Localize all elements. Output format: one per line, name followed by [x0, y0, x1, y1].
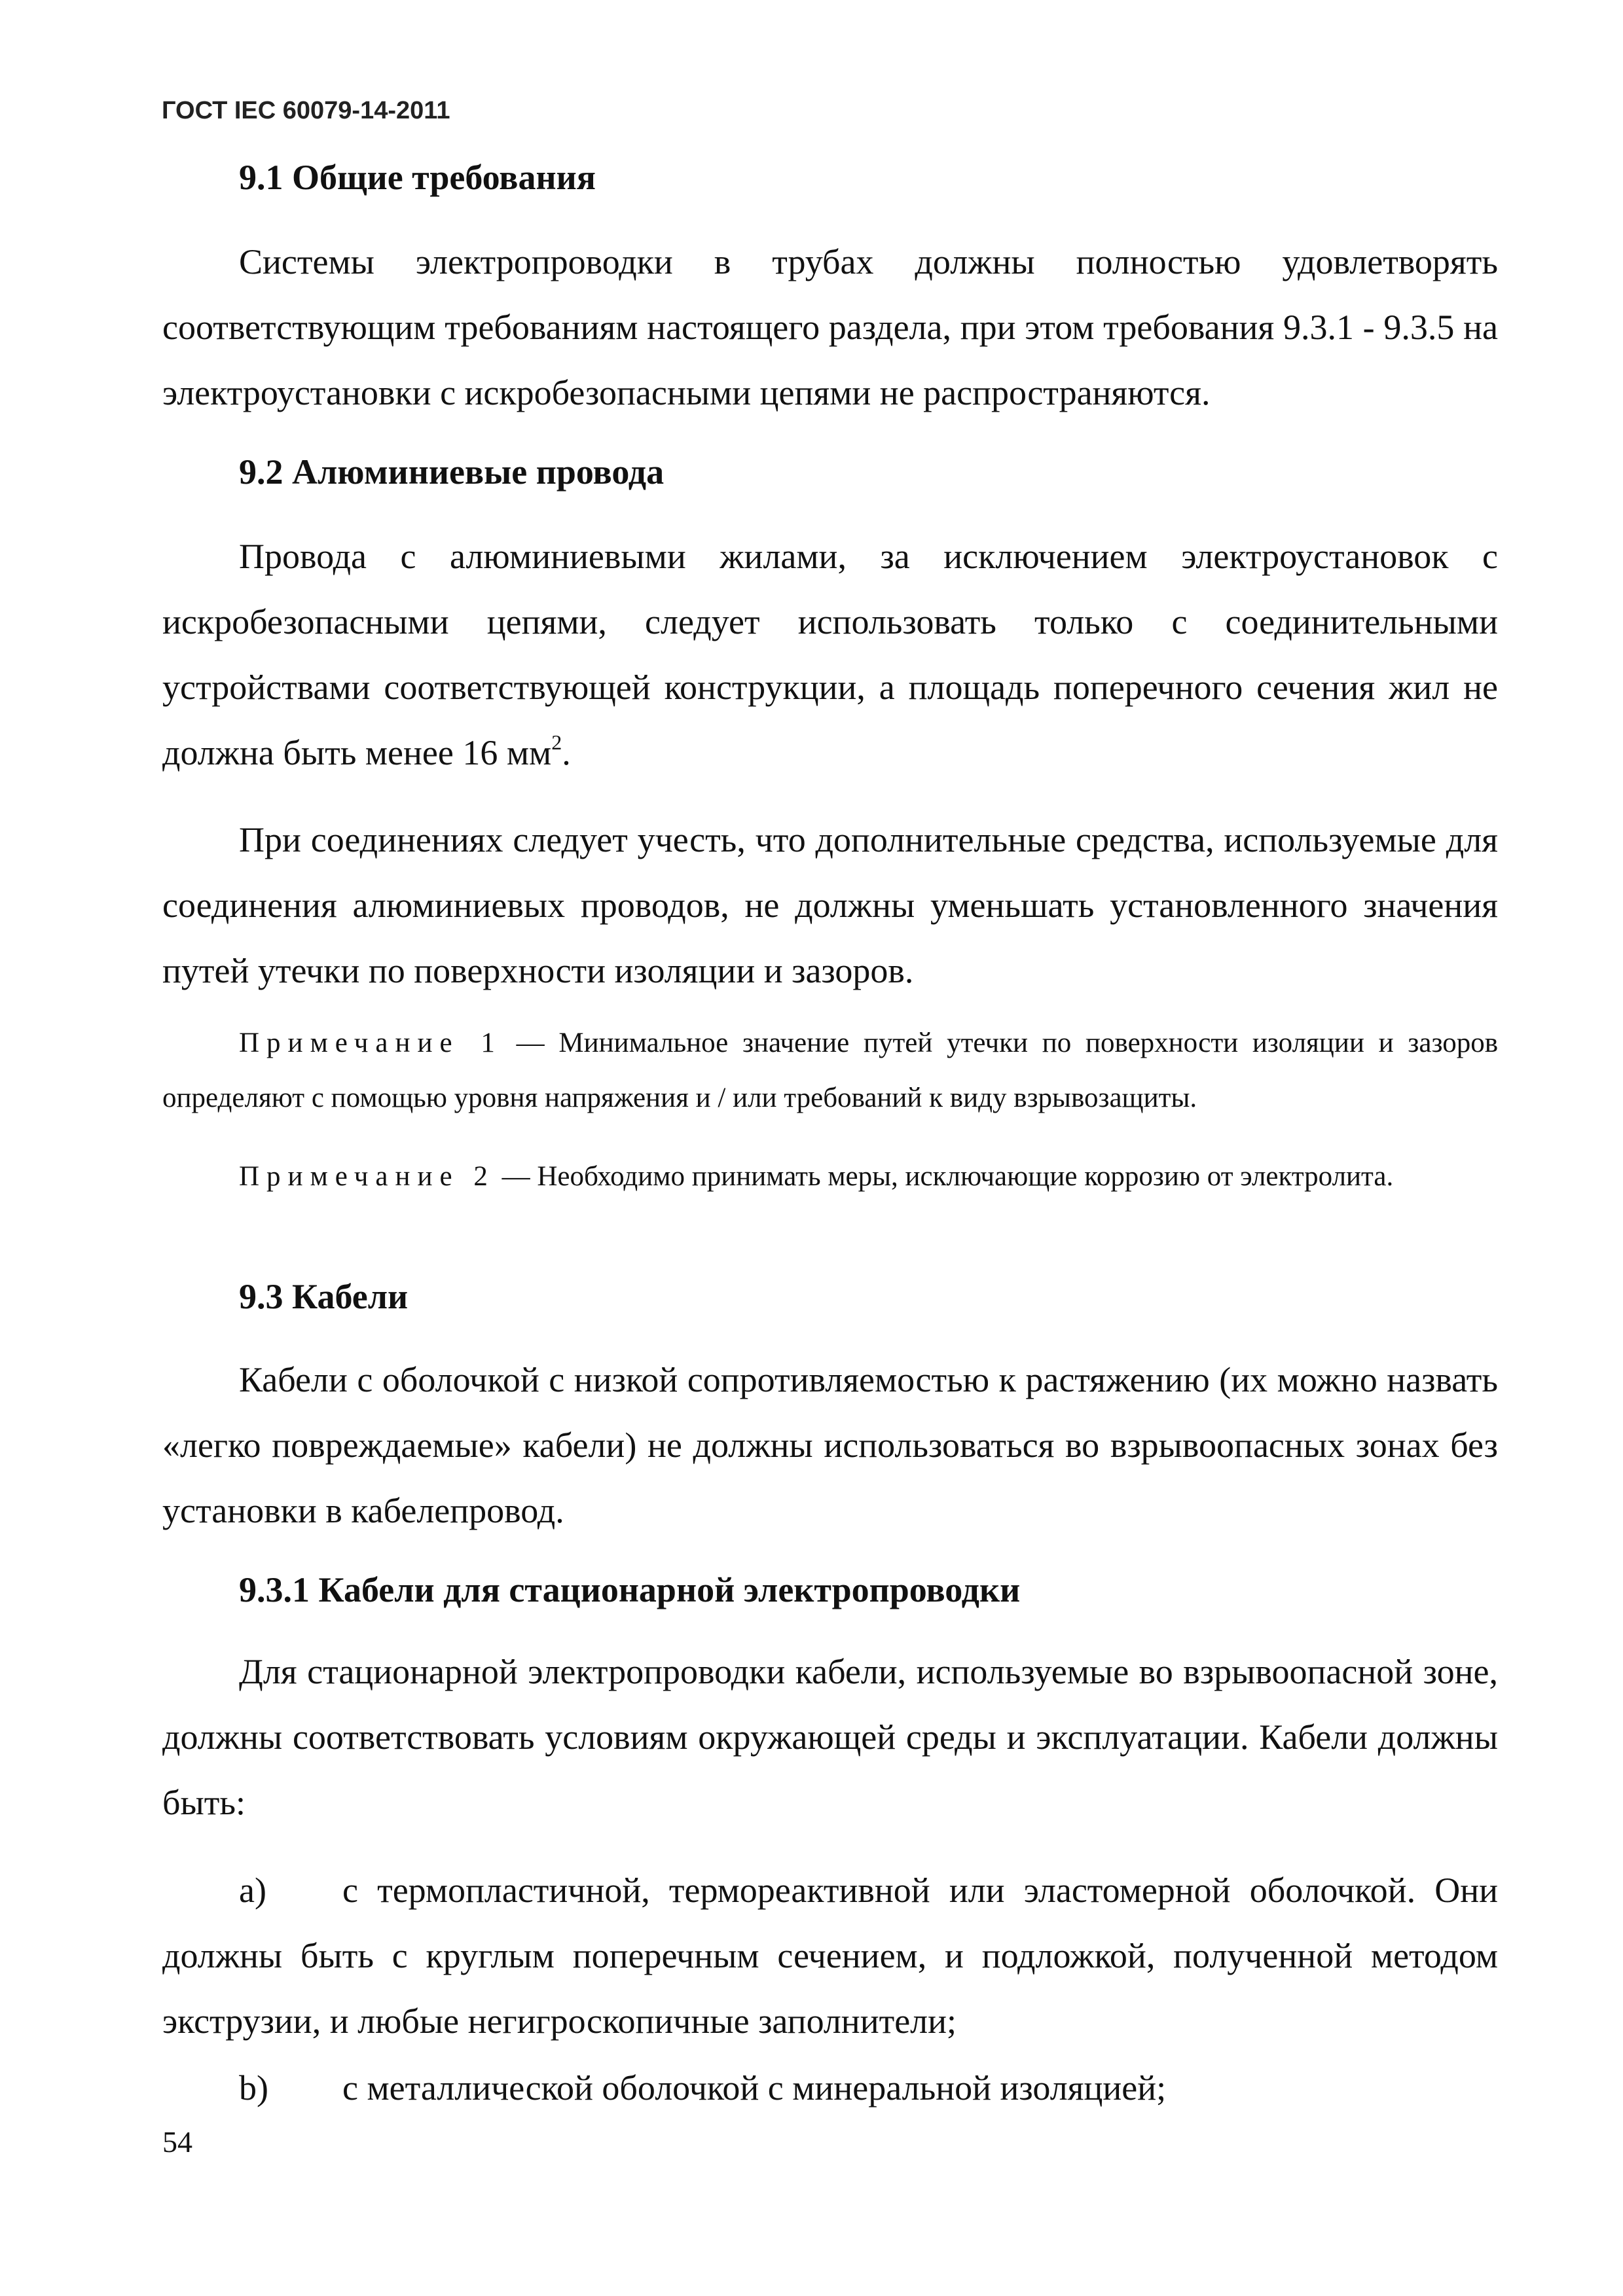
superscript: 2	[551, 730, 562, 754]
list-item-text: с металлической оболочкой с минеральной изоляцией;	[342, 2068, 1167, 2108]
list-marker: a)	[239, 1871, 266, 1910]
section-heading-9-3-1: 9.3.1 Кабели для стационарной электропроводки	[239, 1570, 1021, 1609]
note-1	[162, 1016, 1498, 1126]
paragraph-text: Провода с алюминиевыми жилами, за исключением электроустановок с искробезопасными цепями, следует использовать только с соединительными устройствами соответствующей конструкции, а площадь поперечного сечения жил не должна быть менее 16 мм	[162, 537, 1498, 772]
note-text: — Минимальное значение путей утечки по поверхности изоляции и зазоров определяют с помощью уровня напряжения и / или требований к виду взрывозащиты.	[162, 1028, 1498, 1113]
paragraph-end: .	[562, 733, 571, 772]
paragraph-9-2-2: При соединениях следует учесть, что дополнительные средства, используемые для соединения алюминиевых проводов, не должны уменьшать установленного значения путей утечки по поверхности изоляции и зазоров.	[162, 820, 1498, 990]
paragraph-9-3: Кабели с оболочкой с низкой сопротивляемостью к растяжению (их можно назвать «легко повреждаемые» кабели) не должны использоваться во взрывоопасных зонах без установки в кабелепровод.	[162, 1360, 1498, 1530]
paragraph-9-1: Системы электропроводки в трубах должны полностью удовлетворять соответствующим требованиям настоящего раздела, при этом требования 9.3.1 - 9.3.5 на электроустановки с искробезопасными цепями не распространяются.	[162, 242, 1498, 412]
note-text: — Необходимо принимать меры, исключающие коррозию от электролита.	[501, 1161, 1394, 1192]
document-header: ГОСТ IEC 60079-14-2011	[162, 97, 450, 124]
note-label: Примечание 1	[239, 1028, 502, 1058]
paragraph-9-2-1	[162, 524, 1498, 785]
list-marker: b)	[239, 2068, 268, 2108]
note-label: Примечание 2	[239, 1161, 495, 1192]
paragraph-9-3-1: Для стационарной электропроводки кабели, используемые во взрывоопасной зоне, должны соответствовать условиям окружающей среды и эксплуатации. Кабели должны быть:	[162, 1652, 1498, 1822]
section-heading-9-1: 9.1 Общие требования	[239, 158, 596, 197]
list-item-text: с термопластичной, термореактивной или эластомерной оболочкой. Они должны быть с круглым поперечным сечением, и подложкой, полученной методом экструзии, и любые негигроскопичные заполнители;	[162, 1871, 1498, 2041]
section-heading-9-3: 9.3 Кабели	[239, 1277, 409, 1316]
page-number: 54	[162, 2125, 192, 2159]
section-heading-9-2: 9.2 Алюминиевые провода	[239, 452, 665, 492]
note-2	[162, 1149, 1498, 1204]
list-item	[162, 1857, 1498, 2054]
list-item	[162, 2055, 1498, 2121]
